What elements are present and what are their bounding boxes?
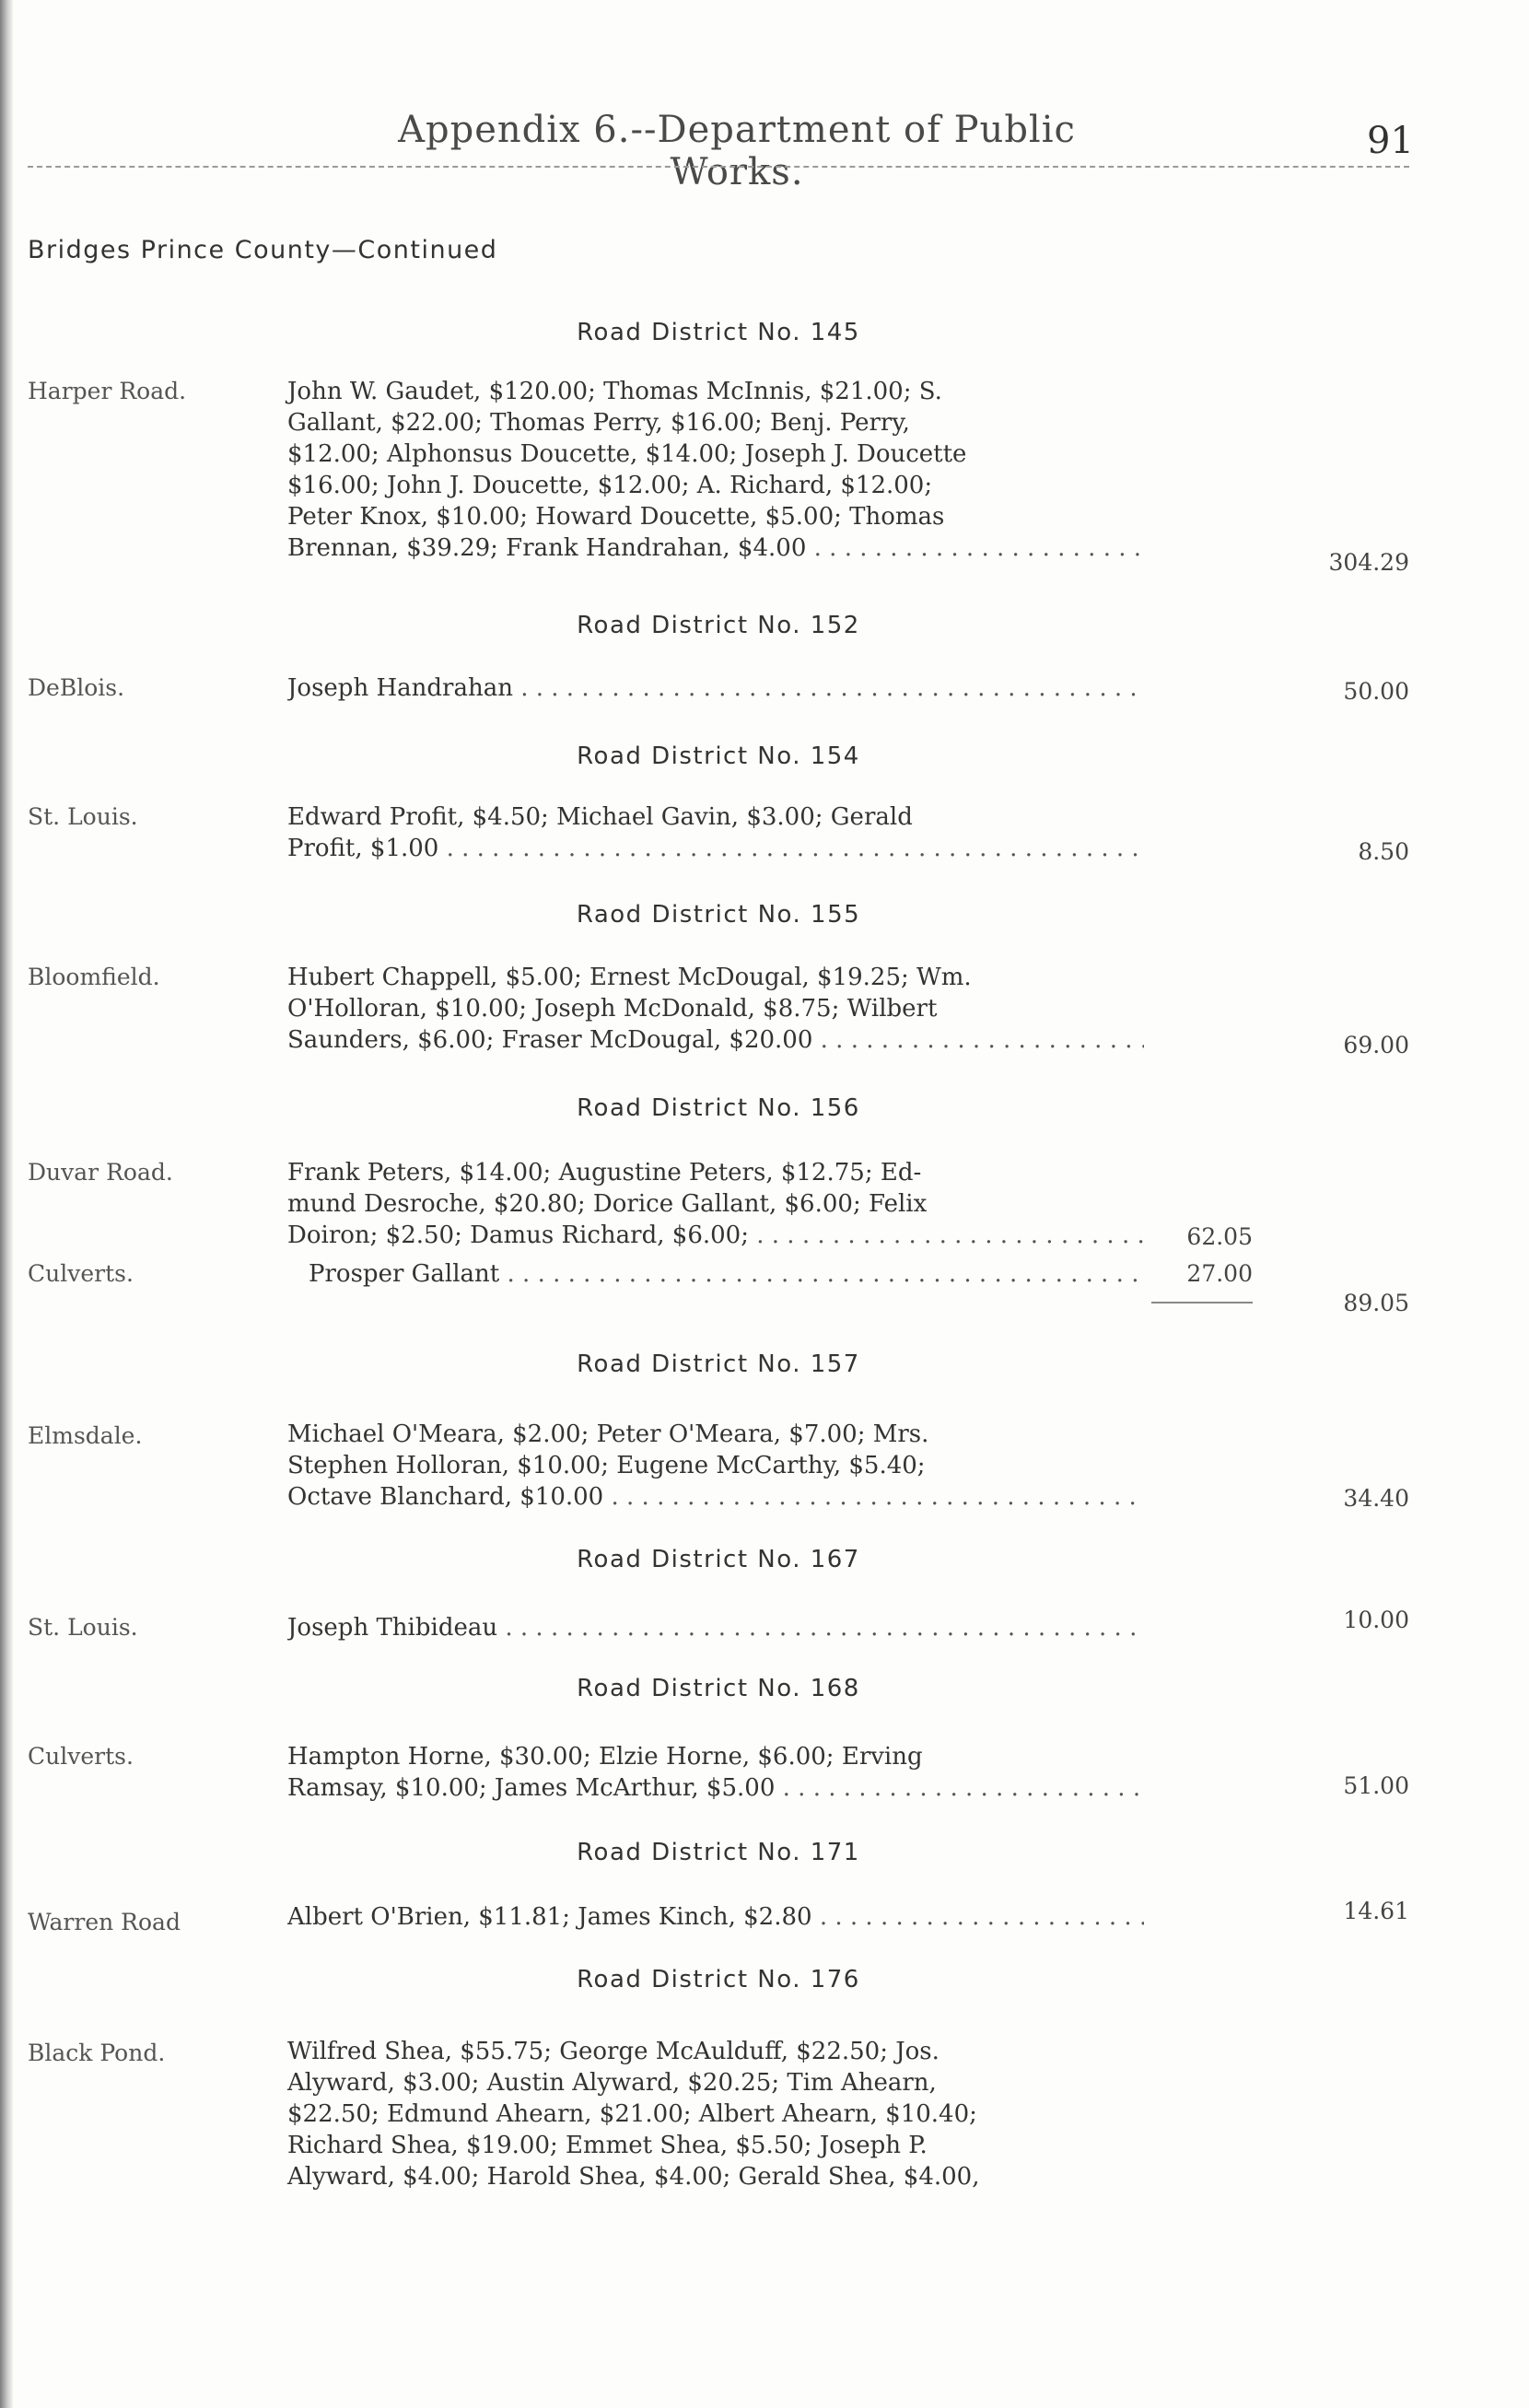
entry-line: Hampton Horne, $30.00; Elzie Horne, $6.00; Erving [287,1743,923,1771]
district-heading: Road District No. 157 [577,1350,860,1378]
entry-line: Edward Profit, $4.50; Michael Gavin, $3.00; Gerald [287,803,913,831]
place-name: Black Pond. [28,2040,166,2066]
place-name: Warren Road [28,1909,181,1935]
entry-text [287,1612,1144,1643]
subtotal: 27.00 [1186,1260,1253,1287]
district-heading: Road District No. 156 [577,1094,860,1122]
subtotal: 62.05 [1186,1223,1253,1250]
place-name: Harper Road. [28,378,187,404]
district-heading: Road District No. 167 [577,1546,860,1573]
entry-line: Joseph Thibideau . . . [287,1612,1144,1643]
entry-text [287,1419,1144,1513]
amount: 34.40 [1343,1485,1409,1512]
entry-line: Alyward, $3.00; Austin Alyward, $20.25; Tim Ahearn, [287,2069,937,2097]
entry-line: Frank Peters, $14.00; Augustine Peters, $12.75; Ed- [287,1159,922,1186]
place-name: Bloomfield. [28,964,160,990]
place-name: St. Louis. [28,803,138,830]
entry-line: Saunders, $6.00; Fraser McDougal, $20.00 . . . [287,1024,1144,1056]
entry-line: $22.50; Edmund Ahearn, $21.00; Albert Ahearn, $10.40; [287,2100,977,2128]
place-name: Culverts. [28,1260,134,1287]
place-name: Duvar Road. [28,1159,173,1186]
place-name: Culverts. [28,1743,134,1770]
entry-line: Profit, $1.00 . . . [287,833,1144,864]
entry-line: Prosper Gallant . . . [309,1258,1144,1290]
entry-line: Ramsay, $10.00; James McArthur, $5.00 . . . [287,1772,1144,1804]
place-name: St. Louis. [28,1614,138,1641]
district-heading: Road District No. 171 [577,1839,860,1866]
district-heading: Road District No. 145 [577,319,860,346]
entry-text [287,672,1144,704]
entry-line: O'Holloran, $10.00; Joseph McDonald, $8.75; Wilbert [287,995,938,1023]
amount: 8.50 [1358,838,1409,865]
district-heading: Road District No. 152 [577,612,860,639]
entry-line: Octave Blanchard, $10.00 . . . [287,1481,1144,1513]
page-binding-edge [0,0,13,2408]
amount: 51.00 [1343,1772,1409,1799]
district-heading: Road District No. 168 [577,1675,860,1702]
entry-text [287,1157,1144,1251]
district-heading: Road District No. 176 [577,1966,860,1993]
entry-line: Michael O'Meara, $2.00; Peter O'Meara, $7.00; Mrs. [287,1420,929,1448]
amount: 14.61 [1343,1898,1409,1924]
entry-line: Doiron; $2.50; Damus Richard, $6.00; . . . [287,1220,1144,1251]
entry-line: $12.00; Alphonsus Doucette, $14.00; Joseph J. Doucette [287,440,967,468]
page-number: 91 [1367,120,1414,162]
subtotal-rule [1151,1302,1253,1303]
entry-line: John W. Gaudet, $120.00; Thomas McInnis, $21.00; S. [287,378,942,405]
entry-line: Brennan, $39.29; Frank Handrahan, $4.00 . . . [287,532,1144,564]
entry-line: Albert O'Brien, $11.81; James Kinch, $2.80 . . . [287,1901,1144,1933]
header-rule [28,166,1409,168]
amount: 304.29 [1328,549,1409,576]
entry-text [287,2036,1144,2192]
entry-text [287,376,1144,564]
entry-line: Joseph Handrahan . . . [287,672,1144,704]
district-heading: Raod District No. 155 [576,901,861,929]
amount: 10.00 [1343,1607,1409,1633]
entry-line: $16.00; John J. Doucette, $12.00; A. Richard, $12.00; [287,472,933,499]
entry-line: mund Desroche, $20.80; Dorice Gallant, $6.00; Felix [287,1190,928,1218]
entry-text [287,801,1144,864]
entry-text [287,1901,1144,1933]
entry-line: Peter Knox, $10.00; Howard Doucette, $5.00; Thomas [287,503,945,531]
entry-text [287,1741,1144,1804]
place-name: DeBlois. [28,674,125,701]
running-header: Appendix 6.--Department of Public Works. [398,109,1076,193]
entry-line: Alyward, $4.00; Harold Shea, $4.00; Gerald Shea, $4.00, [287,2163,980,2191]
amount: 69.00 [1343,1032,1409,1058]
section-subtitle: Bridges Prince County—Continued [28,236,498,264]
entry-line: Richard Shea, $19.00; Emmet Shea, $5.50; Joseph P. [287,2132,928,2159]
district-heading: Road District No. 154 [577,742,860,770]
place-name: Elmsdale. [28,1422,143,1449]
entry-text [287,962,1144,1056]
entry-line: Hubert Chappell, $5.00; Ernest McDougal, $19.25; Wm. [287,964,972,991]
amount: 89.05 [1343,1290,1409,1316]
entry-line: Stephen Holloran, $10.00; Eugene McCarthy, $5.40; [287,1452,926,1479]
entry-line: Gallant, $22.00; Thomas Perry, $16.00; Benj. Perry, [287,409,910,437]
entry-line: Wilfred Shea, $55.75; George McAulduff, $22.50; Jos. [287,2038,940,2065]
amount: 50.00 [1343,678,1409,705]
entry-text [309,1258,1144,1290]
